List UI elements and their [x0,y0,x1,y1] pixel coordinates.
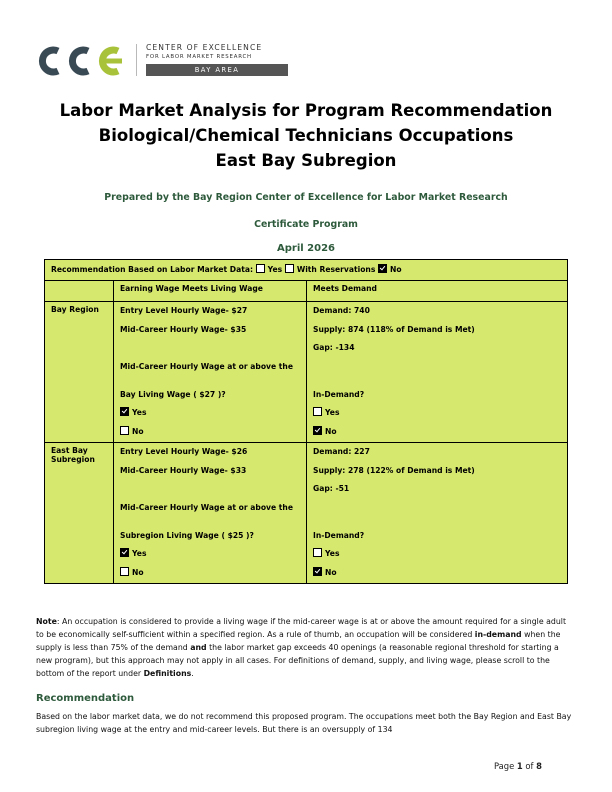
coe-logo-mark-icon [36,44,126,78]
page-total: 8 [536,761,542,771]
rec-yes-checkbox [256,264,265,273]
recommendation-heading: Recommendation [36,693,135,704]
note-text: the labor market gap exceeds 40 openings (a reasonable regional threshold for starting a new program), but this approach may not apply in all cases. For definitions of demand, supply, and living wage, please scroll to the bottom of the report under [36,643,559,678]
wage-yes-label: Yes [132,408,147,418]
prepared-by: Prepared by the Bay Region Center of Excellence for Labor Market Research [104,192,508,203]
page-number [494,761,542,771]
program-type: Certificate Program [254,219,358,230]
demand-yes-checkbox [313,548,322,557]
demand-value: Demand: 227 [313,446,370,456]
logo-divider [136,44,137,76]
report-title-line2: Biological/Chemical Technicians Occupations [98,126,514,145]
definitions-link[interactable]: Definitions [143,669,192,678]
note-label: Note [36,617,57,626]
demand-no-label: No [325,426,337,436]
rec-no-checkbox [378,264,387,273]
mid-wage: Mid-Career Hourly Wage- $33 [120,465,247,475]
table-row [45,302,568,443]
living-wage-threshold: Subregion Living Wage ( $25 )? [120,530,254,540]
recommendation-text: Based on the labor market data, we do not recommend this proposed program. The occupations meet both the Bay Region and East Bay subregion living wage at the entry and mid-career levels. But there is an oversupply of 134 [36,712,572,734]
wage-yes-checkbox [120,548,129,557]
logo-org-line1: CENTER OF EXCELLENCE [146,43,263,52]
wage-no-checkbox [120,567,129,576]
page-prefix: Page [493,761,515,771]
note-and: and [190,643,207,652]
rec-reservations-label: With Reservations [296,265,376,274]
wage-no-checkbox [120,426,129,435]
logo-region-tag: BAY AREA [146,64,288,76]
note-text: when the supply is less than 75% of the demand [36,630,561,652]
rec-reservations-checkbox [285,264,294,273]
wage-no-label: No [132,567,144,577]
header-demand: Meets Demand [307,281,568,302]
in-demand-question: In-Demand? [313,530,365,540]
header-wage: Earning Wage Meets Living Wage [114,281,307,302]
gap-value: Gap: -134 [313,343,355,353]
demand-cell [307,302,568,443]
report-title-line1: Labor Market Analysis for Program Recommendation [59,101,553,120]
logo-org-line2: FOR LABOR MARKET RESEARCH [146,54,252,60]
demand-cell [307,442,568,583]
living-wage-question: Mid-Career Hourly Wage at or above the [120,502,293,512]
demand-value: Demand: 740 [313,306,370,315]
demand-no-checkbox [313,426,322,435]
wage-yes-label: Yes [132,549,147,559]
header-region [45,281,114,302]
in-demand-question: In-Demand? [313,389,365,399]
region-name: Bay Region [45,302,114,443]
recommendation-summary-row [45,260,568,281]
note-in-demand: in-demand [474,630,522,639]
supply-value: Supply: 874 (118% of Demand is Met) [313,324,475,334]
wage-no-label: No [132,426,144,436]
demand-no-label: No [325,567,337,577]
demand-yes-label: Yes [325,549,340,559]
page-current: 1 [516,761,523,771]
coe-logo [36,42,266,80]
note-text: . [191,669,194,678]
region-name: East Bay Subregion [45,442,114,583]
mid-wage: Mid-Career Hourly Wage- $35 [120,324,247,334]
demand-yes-label: Yes [325,408,340,418]
labor-market-table [44,259,568,584]
entry-wage: Entry Level Hourly Wage- $27 [120,306,248,315]
gap-value: Gap: -51 [313,484,350,494]
wage-cell [114,302,307,443]
rec-no-label: No [390,265,402,274]
demand-yes-checkbox [313,407,322,416]
table-row [45,442,568,583]
report-title-line3: East Bay Subregion [215,151,397,170]
page-of: of [525,761,534,771]
note-text: : An occupation is considered to provide a living wage if the mid-career wage is at or above the amount required for a single adult to be economically self-sufficient within a specified region. As a rule of thumb, an occupation will be considered [36,617,567,639]
note-paragraph [36,615,576,680]
wage-cell [114,442,307,583]
entry-wage: Entry Level Hourly Wage- $26 [120,446,248,456]
demand-no-checkbox [313,567,322,576]
recommendation-label: Recommendation Based on Labor Market Data: [51,265,254,274]
living-wage-threshold: Bay Living Wage ( $27 )? [120,389,226,399]
wage-yes-checkbox [120,407,129,416]
report-date: April 2026 [277,243,335,254]
living-wage-question: Mid-Career Hourly Wage at or above the [120,361,293,371]
supply-value: Supply: 278 (122% of Demand is Met) [313,465,475,475]
rec-yes-label: Yes [267,265,283,274]
